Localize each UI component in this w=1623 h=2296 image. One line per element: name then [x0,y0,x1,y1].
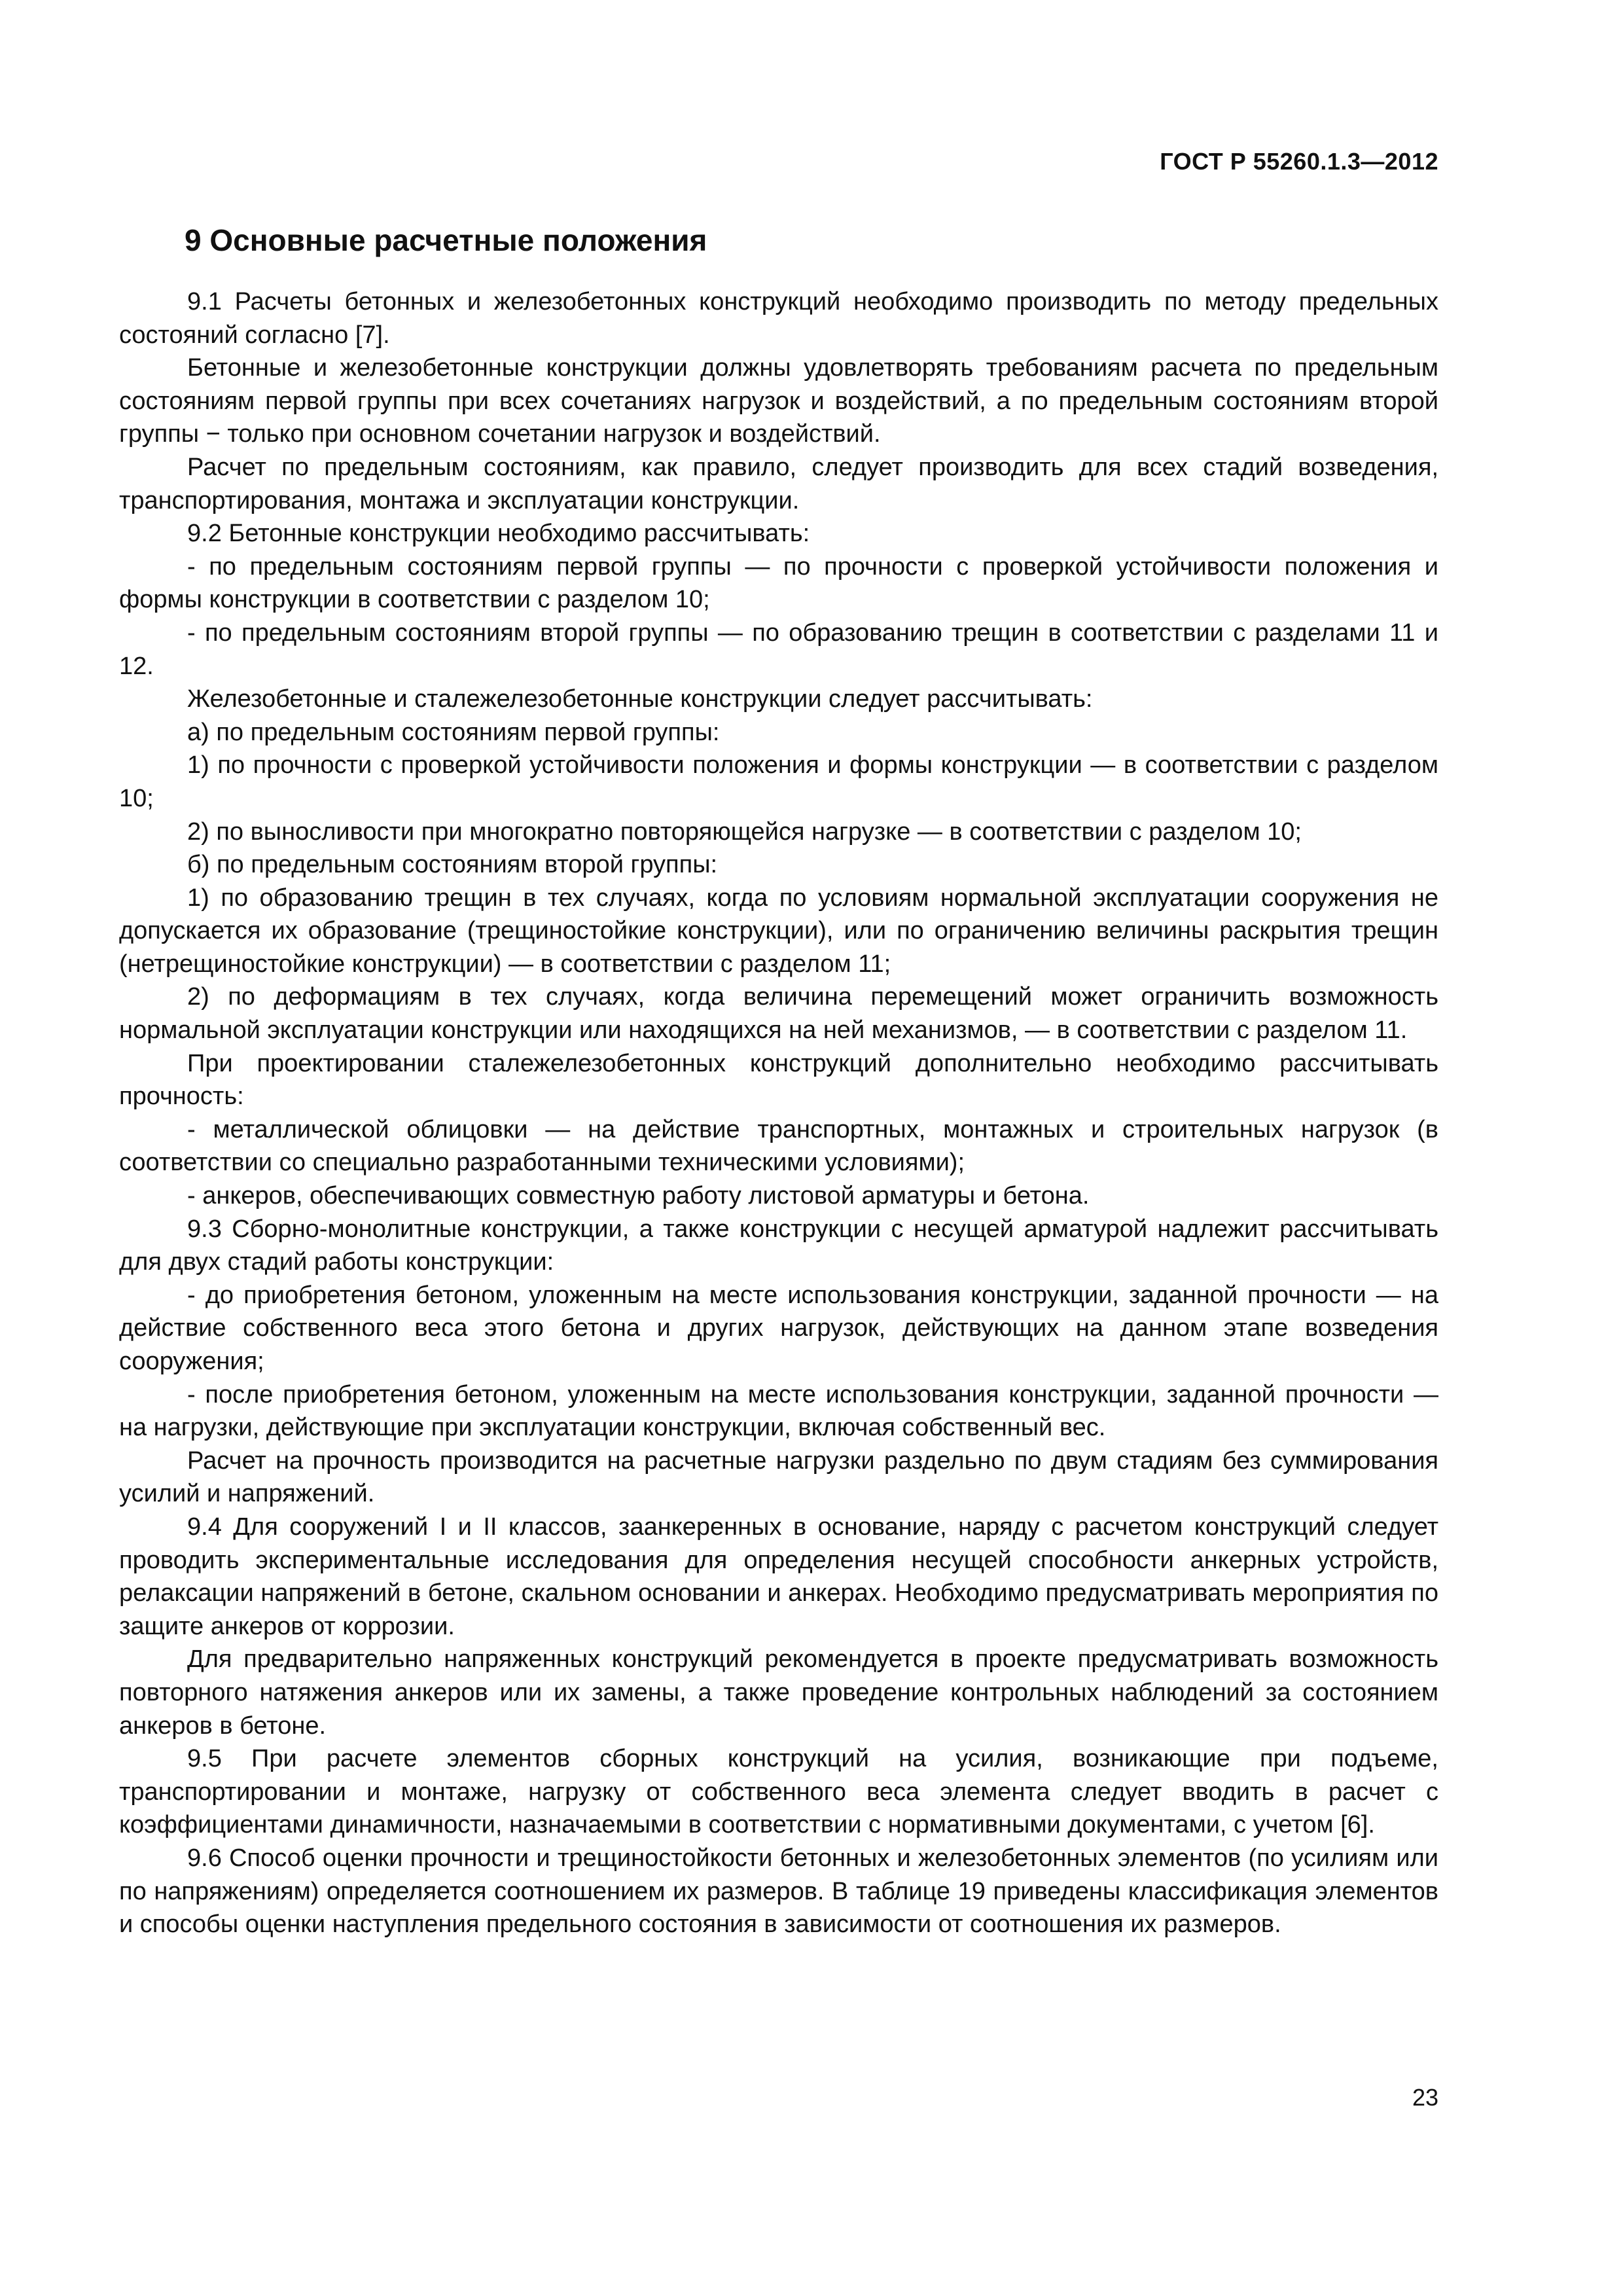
section-title: 9 Основные расчетные положения [185,223,707,257]
list-item: - до приобретения бетоном, уложенным на месте использования конструкции, заданной прочности — на действие собственного веса этого бетона и других нагрузок, действующих на данном этапе возведения сооружения; [119,1281,1438,1375]
section-body [119,285,1438,1941]
paragraph: Для предварительно напряженных конструкций рекомендуется в проекте предусматривать возможность повторного натяжения анкеров или их замены, а также проведение контрольных наблюдений за состоянием анкеров в бетоне. [119,1645,1438,1740]
paragraph: 9.6 Способ оценки прочности и трещиностойкости бетонных и железобетонных элементов (по усилиям или по напряжениям) определяется соотношением их размеров. В таблице 19 приведены классификация элементов и способы оценки наступления предельного состояния в зависимости от соотношения их размеров. [119,1844,1438,1939]
list-item: 2) по выносливости при многократно повторяющейся нагрузке — в соответствии с разделом 10; [187,817,1302,846]
paragraph: 9.2 Бетонные конструкции необходимо рассчитывать: [187,520,810,548]
paragraph: Бетонные и железобетонные конструкции должны удовлетворять требованиям расчета по предельным состояниям первой группы при всех сочетаниях нагрузок и воздействий, а по предельным состояниям второй группы − только при основном сочетании нагрузок и воздействий. [119,354,1438,448]
list-item: 1) по прочности с проверкой устойчивости положения и формы конструкции — в соответствии с разделом 10; [119,751,1438,812]
list-item: - металлической облицовки — на действие транспортных, монтажных и строительных нагрузок (в соответствии со специально разработанными техническими условиями); [119,1115,1438,1177]
list-item: - по предельным состояниям второй группы — по образованию трещин в соответствии с разделами 11 и 12. [119,619,1438,680]
list-item: б) по предельным состояниям второй группы: [187,851,718,879]
list-item: - анкеров, обеспечивающих совместную работу листовой арматуры и бетона. [187,1182,1090,1210]
paragraph: 9.3 Сборно-монолитные конструкции, а также конструкции с несущей арматурой надлежит рассчитывать для двух стадий работы конструкции: [119,1215,1438,1276]
paragraph: Железобетонные и сталежелезобетонные конструкции следует рассчитывать: [187,685,1093,713]
paragraph: Расчет по предельным состояниям, как правило, следует производить для всех стадий возведения, транспортирования, монтажа и эксплуатации конструкции. [119,453,1438,514]
paragraph: 9.1 Расчеты бетонных и железобетонных конструкций необходимо производить по методу предельных состояний согласно [7]. [119,288,1438,349]
list-item: - после приобретения бетоном, уложенным на месте использования конструкции, заданной прочности — на нагрузки, действующие при эксплуатации конструкции, включая собственный вес. [119,1380,1438,1442]
list-item: 1) по образованию трещин в тех случаях, когда по условиям нормальной эксплуатации сооружения не допускается их образование (трещиностойкие конструкции), или по ограничению величины раскрытия трещин (нетрещиностойкие конструкции) — в соответствии с разделом 11; [119,884,1438,978]
paragraph: 9.4 Для сооружений I и II классов, заанкеренных в основание, наряду с расчетом конструкций следует проводить экспериментальные исследования для определения несущей способности анкерных устройств, релаксации напряжений в бетоне, скальном основании и анкерах. Необходимо предусматривать мероприятия по защите анкеров от коррозии. [119,1513,1438,1640]
standard-header: ГОСТ Р 55260.1.3—2012 [1160,148,1438,175]
list-item: - по предельным состояниям первой группы — по прочности с проверкой устойчивости положения и формы конструкции в соответствии с разделом 10; [119,552,1438,614]
paragraph: 9.5 При расчете элементов сборных конструкций на усилия, возникающие при подъеме, транспортировании и монтаже, нагрузку от собственного веса элемента следует вводить в расчет с коэффициентами динамичности, назначаемыми в соответствии с нормативными документами, с учетом [6]. [119,1745,1438,1839]
page-number: 23 [1412,2084,1438,2111]
paragraph: При проектировании сталежелезобетонных конструкций дополнительно необходимо рассчитывать прочность: [119,1049,1438,1111]
list-item: а) по предельным состояниям первой группы: [187,718,720,746]
paragraph: Расчет на прочность производится на расчетные нагрузки раздельно по двум стадиям без суммирования усилий и напряжений. [119,1446,1438,1508]
list-item: 2) по деформациям в тех случаях, когда величина перемещений может ограничить возможность нормальной эксплуатации конструкции или находящихся на ней механизмов, — в соответствии с разделом 11. [119,983,1438,1045]
